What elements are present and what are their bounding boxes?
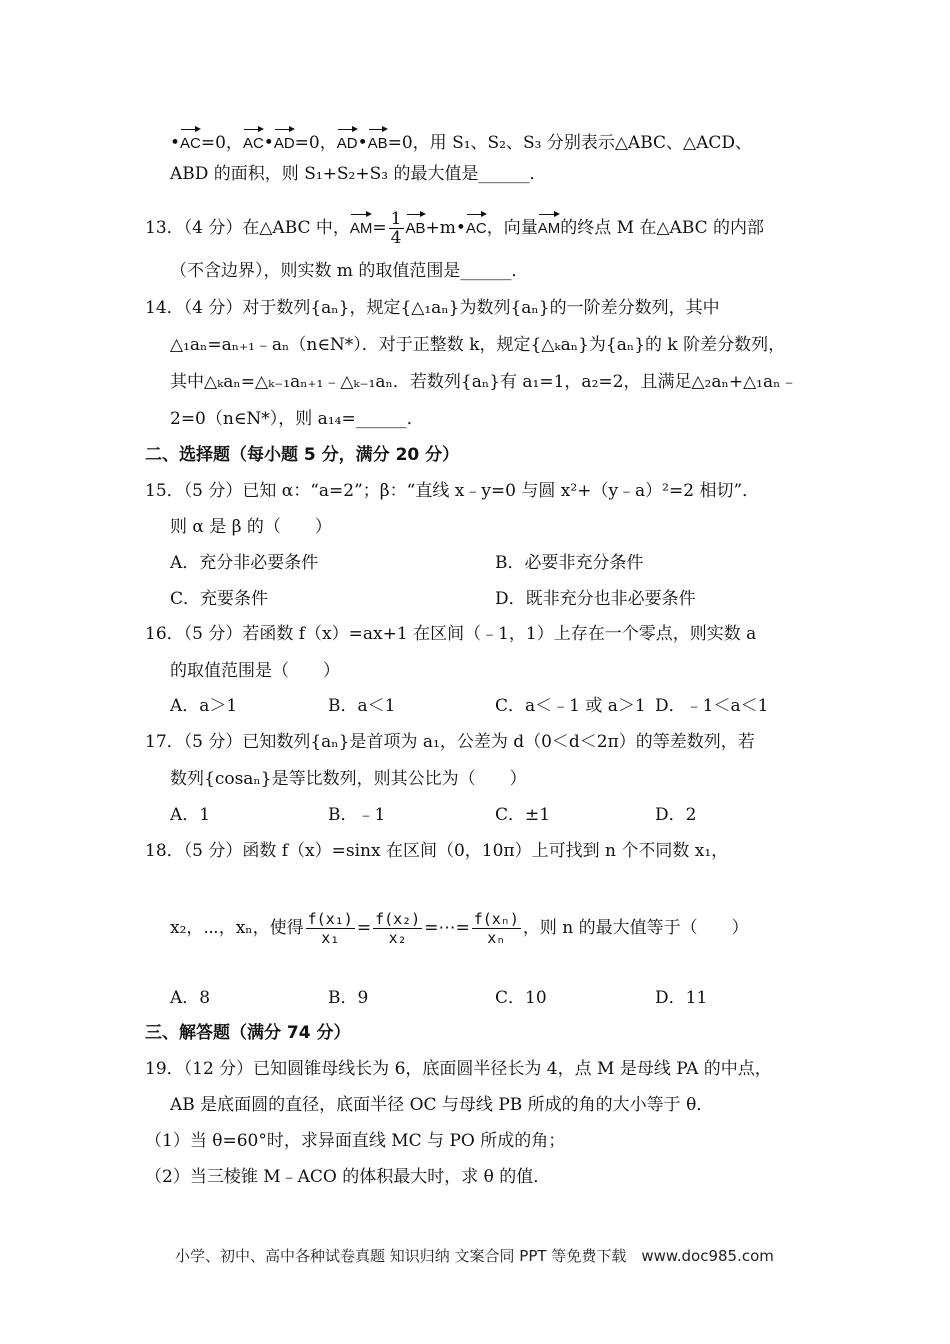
- q17-line2: 数列{cosaₙ}是等比数列，则其公比为（ ）: [170, 769, 527, 789]
- fraction-denominator: xₙ: [487, 929, 506, 947]
- q16-line1: 16．（5 分）若函数 f（x）=ax+1 在区间（﹣1，1）上存在一个零点，则实数 a: [145, 624, 757, 644]
- q15-option-b: B．必要非充分条件: [495, 553, 644, 573]
- section-choice-heading: 二、选择题（每小题 5 分，满分 20 分）: [145, 445, 460, 465]
- vector-am: AM: [538, 211, 561, 240]
- q13-mid: +m•: [425, 218, 466, 238]
- q12-line1: •AC=0，AC•AD=0，AD•AB=0，用 S₁、S₂、S₃ 分别表示△ABC、△ACD、: [170, 126, 752, 155]
- q14-line3: 其中△ₖaₙ=△ₖ₋₁aₙ₊₁﹣△ₖ₋₁aₙ．若数列{aₙ}有 a₁=1，a₂=2，且满足△₂aₙ+△₁aₙ﹣: [170, 372, 798, 392]
- vector-ad: AD: [337, 126, 358, 155]
- q15-line2: 则 α 是 β 的（ ）: [170, 517, 332, 537]
- fraction-denominator: x₂: [388, 929, 407, 947]
- q18-line2: x₂，⋯，xₙ，使得 $\frac{\text{f(x₁)}}{\text{x₁}}$ = $\frac{\text{f(x₂)}}{\text{x₂}}$ =⋯= $\frac{\text{f(xₙ)}}{\text{xₙ}}$ ，则 n 的最大值等于（ ）: [170, 910, 749, 947]
- q18-option-b: B．9: [328, 988, 369, 1008]
- section-answer-heading: 三、解答题（满分 74 分）: [145, 1023, 351, 1043]
- q19-line4: （2）当三棱锥 M﹣ACO 的体积最大时，求 θ 的值．: [145, 1167, 551, 1187]
- fraction-numerator: f(xₙ): [473, 910, 519, 928]
- fraction-one-quarter: [389, 210, 404, 247]
- q17-option-b: B．﹣1: [328, 805, 386, 825]
- q18-option-c: C．10: [495, 988, 547, 1008]
- q19-line3: （1）当 θ=60°时，求异面直线 MC 与 PO 所成的角；: [145, 1131, 566, 1151]
- fraction-denominator: 4: [390, 228, 402, 248]
- vector-ab: AB: [368, 126, 388, 155]
- q16-option-b: B．a＜1: [328, 696, 396, 716]
- q12-eq2: =0，: [294, 133, 337, 153]
- q16-option-d: D．﹣1＜a＜1: [655, 696, 769, 716]
- q14-line2: △₁aₙ=aₙ₊₁﹣aₙ（n∈N*）．对于正整数 k，规定{△ₖaₙ}为{aₙ}的 k 阶差分数列，: [170, 335, 786, 355]
- q17-option-d: D．2: [655, 805, 697, 825]
- q19-line2: AB 是底面圆的直径，底面半径 OC 与母线 PB 所成的角的大小等于 θ．: [170, 1095, 714, 1115]
- fraction-f-x1: [306, 910, 355, 947]
- vector-ad: AD: [274, 126, 295, 155]
- q15-option-a: A．充分非必要条件: [170, 553, 319, 573]
- q18-option-d: D．11: [655, 988, 708, 1008]
- q16-option-a: A．a＞1: [170, 696, 238, 716]
- q12-eq1: =0，: [200, 133, 243, 153]
- q15-line1: 15．（5 分）已知 α：“a=2”；β：“直线 x﹣y=0 与圆 x²+（y﹣a）²=2 相切”．: [145, 481, 760, 501]
- vector-ac: AC: [180, 126, 201, 155]
- q16-option-c: C．a＜﹣1 或 a＞1: [495, 696, 646, 716]
- q18-eq-dots: =⋯=: [424, 918, 470, 938]
- q14-line1: 14．（4 分）对于数列{aₙ}，规定{△₁aₙ}为数列{aₙ}的一阶差分数列，其中: [145, 298, 720, 318]
- fraction-numerator: 1: [390, 209, 402, 229]
- q13-number: 13．（4 分）在△ABC 中，: [145, 218, 350, 238]
- vector-ac: AC: [466, 211, 487, 240]
- q17-line1: 17．（5 分）已知数列{aₙ}是首项为 a₁，公差为 d（0＜d＜2π）的等差数列，若: [145, 732, 755, 752]
- q19-line1: 19．（12 分）已知圆锥母线长为 6，底面圆半径长为 4，点 M 是母线 PA 的中点，: [145, 1059, 772, 1079]
- q16-line2: 的取值范围是（ ）: [170, 661, 340, 681]
- q18-post: ，则 n 的最大值等于（ ）: [522, 918, 749, 938]
- fraction-numerator: f(x₁): [307, 910, 353, 928]
- q17-option-c: C．±1: [495, 805, 551, 825]
- q13-line2: （不含边界），则实数 m 的取值范围是______．: [170, 261, 529, 281]
- page-footer: 小学、初中、高中各种试卷真题 知识归纳 文案合同 PPT 等免费下载 www.doc985.com: [175, 1247, 774, 1265]
- fraction-numerator: f(x₂): [375, 910, 421, 928]
- fraction-f-x2: [373, 910, 422, 947]
- vector-am: AM: [350, 211, 373, 240]
- vector-ab: AB: [406, 211, 426, 240]
- vector-ac: AC: [243, 126, 264, 155]
- q18-pre: x₂，⋯，xₙ，使得: [170, 918, 304, 938]
- q17-option-a: A．1: [170, 805, 211, 825]
- q13-text2: 的终点 M 在△ABC 的内部: [560, 218, 765, 238]
- q12-line2: ABD 的面积，则 S₁+S₂+S₃ 的最大值是______．: [170, 164, 547, 184]
- q15-option-c: C．充要条件: [170, 589, 269, 609]
- q15-option-d: D．既非充分也非必要条件: [495, 589, 696, 609]
- fraction-denominator: x₁: [321, 929, 340, 947]
- q14-line4: 2=0（n∈N*），则 a₁₄=______．: [170, 409, 424, 429]
- q13-line1: 13．（4 分）在△ABC 中，AM= $\frac{1}{4}$ AB+m•AC，向量AM的终点 M 在△ABC 的内部: [145, 209, 765, 248]
- fraction-f-xn: [472, 910, 521, 947]
- q18-option-a: A．8: [170, 988, 211, 1008]
- q12-eq3: =0，用 S₁、S₂、S₃ 分别表示△ABC、△ACD、: [387, 133, 753, 153]
- q13-text1: ，向量: [486, 218, 538, 238]
- q18-line1: 18．（5 分）函数 f（x）=sinx 在区间（0，10π）上可找到 n 个不同数 x₁，: [145, 841, 729, 861]
